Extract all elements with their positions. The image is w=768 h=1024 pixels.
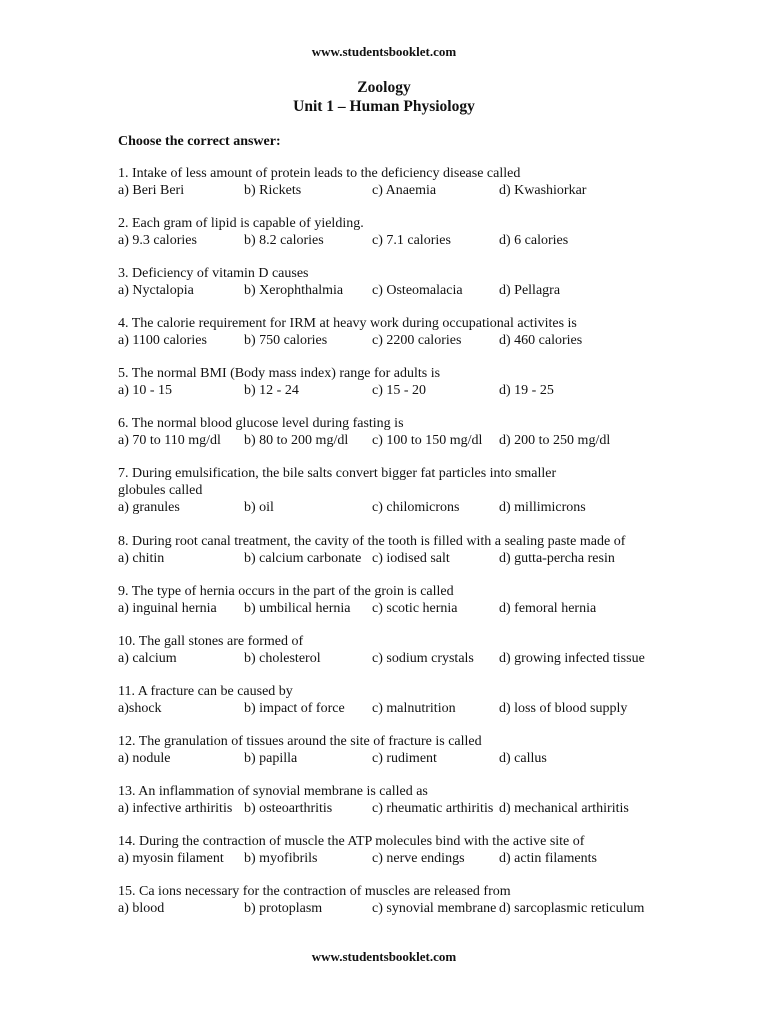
answer-options: [118, 432, 758, 449]
question-text: 4. The calorie requirement for IRM at heavy work during occupational activites is: [118, 316, 577, 331]
question-5: [118, 365, 758, 399]
question-text: 8. During root canal treatment, the cavity of the tooth is filled with a sealing paste made of: [118, 534, 626, 549]
answer-options: [118, 232, 758, 249]
question-14: [118, 833, 758, 867]
option-c: c) nerve endings: [372, 851, 465, 866]
answer-options: [118, 800, 758, 817]
question-text: 15. Ca ions necessary for the contraction of muscles are released from: [118, 884, 511, 899]
question-text: 9. The type of hernia occurs in the part of the groin is called: [118, 584, 454, 599]
question-13: [118, 783, 758, 817]
answer-options: [118, 700, 758, 717]
answer-options: [118, 382, 758, 399]
question-8: [118, 533, 758, 567]
option-c: c) synovial membrane: [372, 901, 497, 916]
question-2: [118, 215, 758, 249]
option-b: b) 80 to 200 mg/dl: [244, 433, 349, 448]
question-7: [118, 465, 758, 516]
option-a: a) 10 - 15: [118, 383, 173, 398]
answer-options: [118, 282, 758, 299]
option-b: b) 8.2 calories: [244, 233, 324, 248]
question-text: 6. The normal blood glucose level during fasting is: [118, 416, 404, 431]
question-text: 2. Each gram of lipid is capable of yielding.: [118, 216, 364, 231]
instructions: Choose the correct answer:: [118, 134, 281, 149]
question-15: [118, 883, 758, 917]
option-b: b) calcium carbonate: [244, 551, 362, 566]
option-c: c) rheumatic arthiritis: [372, 801, 494, 816]
option-d: d) femoral hernia: [499, 601, 597, 616]
option-c: c) sodium crystals: [372, 651, 474, 666]
option-d: d) actin filaments: [499, 851, 597, 866]
option-a: a) inguinal hernia: [118, 601, 217, 616]
option-c: c) chilomicrons: [372, 500, 460, 515]
question-text: 1. Intake of less amount of protein leads to the deficiency disease called: [118, 166, 521, 181]
question-text: 11. A fracture can be caused by: [118, 684, 293, 699]
option-b: b) protoplasm: [244, 901, 323, 916]
answer-options: [118, 600, 758, 617]
option-d: d) 460 calories: [499, 333, 583, 348]
option-b: b) 12 - 24: [244, 383, 299, 398]
answer-options: [118, 850, 758, 867]
option-d: d) 6 calories: [499, 233, 569, 248]
unit-title: Unit 1 – Human Physiology: [293, 98, 475, 115]
question-6: [118, 415, 758, 449]
option-a: a) 1100 calories: [118, 333, 207, 348]
option-d: d) Kwashiorkar: [499, 183, 587, 198]
question-4: [118, 315, 758, 349]
site-footer: www.studentsbooklet.com: [311, 949, 457, 964]
question-text: 10. The gall stones are formed of: [118, 634, 304, 649]
question-1: [118, 165, 758, 199]
option-a: a) 70 to 110 mg/dl: [118, 433, 221, 448]
option-d: d) 19 - 25: [499, 383, 554, 398]
option-a: a) infective arthiritis: [118, 801, 233, 816]
answer-options: [118, 550, 758, 567]
subject-title: Zoology: [357, 79, 411, 96]
option-b: b) cholesterol: [244, 651, 321, 666]
option-d: d) millimicrons: [499, 500, 586, 515]
option-b: b) oil: [244, 500, 274, 515]
option-d: d) mechanical arthiritis: [499, 801, 629, 816]
question-12: [118, 733, 758, 767]
option-a: a) blood: [118, 901, 165, 916]
site-header: www.studentsbooklet.com: [311, 44, 457, 59]
option-b: b) myofibrils: [244, 851, 318, 866]
option-d: d) callus: [499, 751, 547, 766]
option-a: a) calcium: [118, 651, 177, 666]
option-c: c) 15 - 20: [372, 383, 427, 398]
option-a: a) granules: [118, 500, 180, 515]
option-c: c) iodised salt: [372, 551, 450, 566]
question-text: 3. Deficiency of vitamin D causes: [118, 266, 309, 281]
option-c: c) 2200 calories: [372, 333, 462, 348]
option-a: a) 9.3 calories: [118, 233, 197, 248]
question-list: [118, 165, 758, 933]
question-text: 7. During emulsification, the bile salts convert bigger fat particles into smaller globules called: [118, 466, 557, 498]
option-a: a) Nyctalopia: [118, 283, 194, 298]
option-b: b) umbilical hernia: [244, 601, 351, 616]
answer-options: [118, 332, 758, 349]
option-c: c) malnutrition: [372, 701, 456, 716]
question-3: [118, 265, 758, 299]
answer-options: [118, 650, 758, 667]
answer-options: [118, 750, 758, 767]
option-d: d) gutta-percha resin: [499, 551, 615, 566]
option-d: d) loss of blood supply: [499, 701, 628, 716]
page-titles: [0, 78, 768, 116]
option-b: b) 750 calories: [244, 333, 328, 348]
question-text: 14. During the contraction of muscle the ATP molecules bind with the active site of: [118, 834, 585, 849]
option-c: c) 100 to 150 mg/dl: [372, 433, 483, 448]
option-a: a) Beri Beri: [118, 183, 185, 198]
option-d: d) 200 to 250 mg/dl: [499, 433, 611, 448]
option-c: c) rudiment: [372, 751, 437, 766]
question-text: 13. An inflammation of synovial membrane is called as: [118, 784, 428, 799]
option-a: a) chitin: [118, 551, 165, 566]
option-c: c) Anaemia: [372, 183, 437, 198]
option-b: b) Rickets: [244, 183, 302, 198]
answer-options: [118, 499, 758, 516]
option-a: a) myosin filament: [118, 851, 224, 866]
option-d: d) sarcoplasmic reticulum: [499, 901, 645, 916]
option-c: c) scotic hernia: [372, 601, 458, 616]
option-b: b) papilla: [244, 751, 298, 766]
answer-options: [118, 182, 758, 199]
option-b: b) Xerophthalmia: [244, 283, 344, 298]
option-d: d) growing infected tissue: [499, 651, 645, 666]
answer-options: [118, 900, 758, 917]
question-11: [118, 683, 758, 717]
option-a: a) nodule: [118, 751, 171, 766]
question-9: [118, 583, 758, 617]
question-text: 12. The granulation of tissues around the site of fracture is called: [118, 734, 482, 749]
option-d: d) Pellagra: [499, 283, 561, 298]
option-b: b) impact of force: [244, 701, 345, 716]
question-text: 5. The normal BMI (Body mass index) range for adults is: [118, 366, 441, 381]
option-c: c) Osteomalacia: [372, 283, 463, 298]
option-a: a)shock: [118, 701, 162, 716]
option-b: b) osteoarthritis: [244, 801, 333, 816]
question-10: [118, 633, 758, 667]
option-c: c) 7.1 calories: [372, 233, 451, 248]
